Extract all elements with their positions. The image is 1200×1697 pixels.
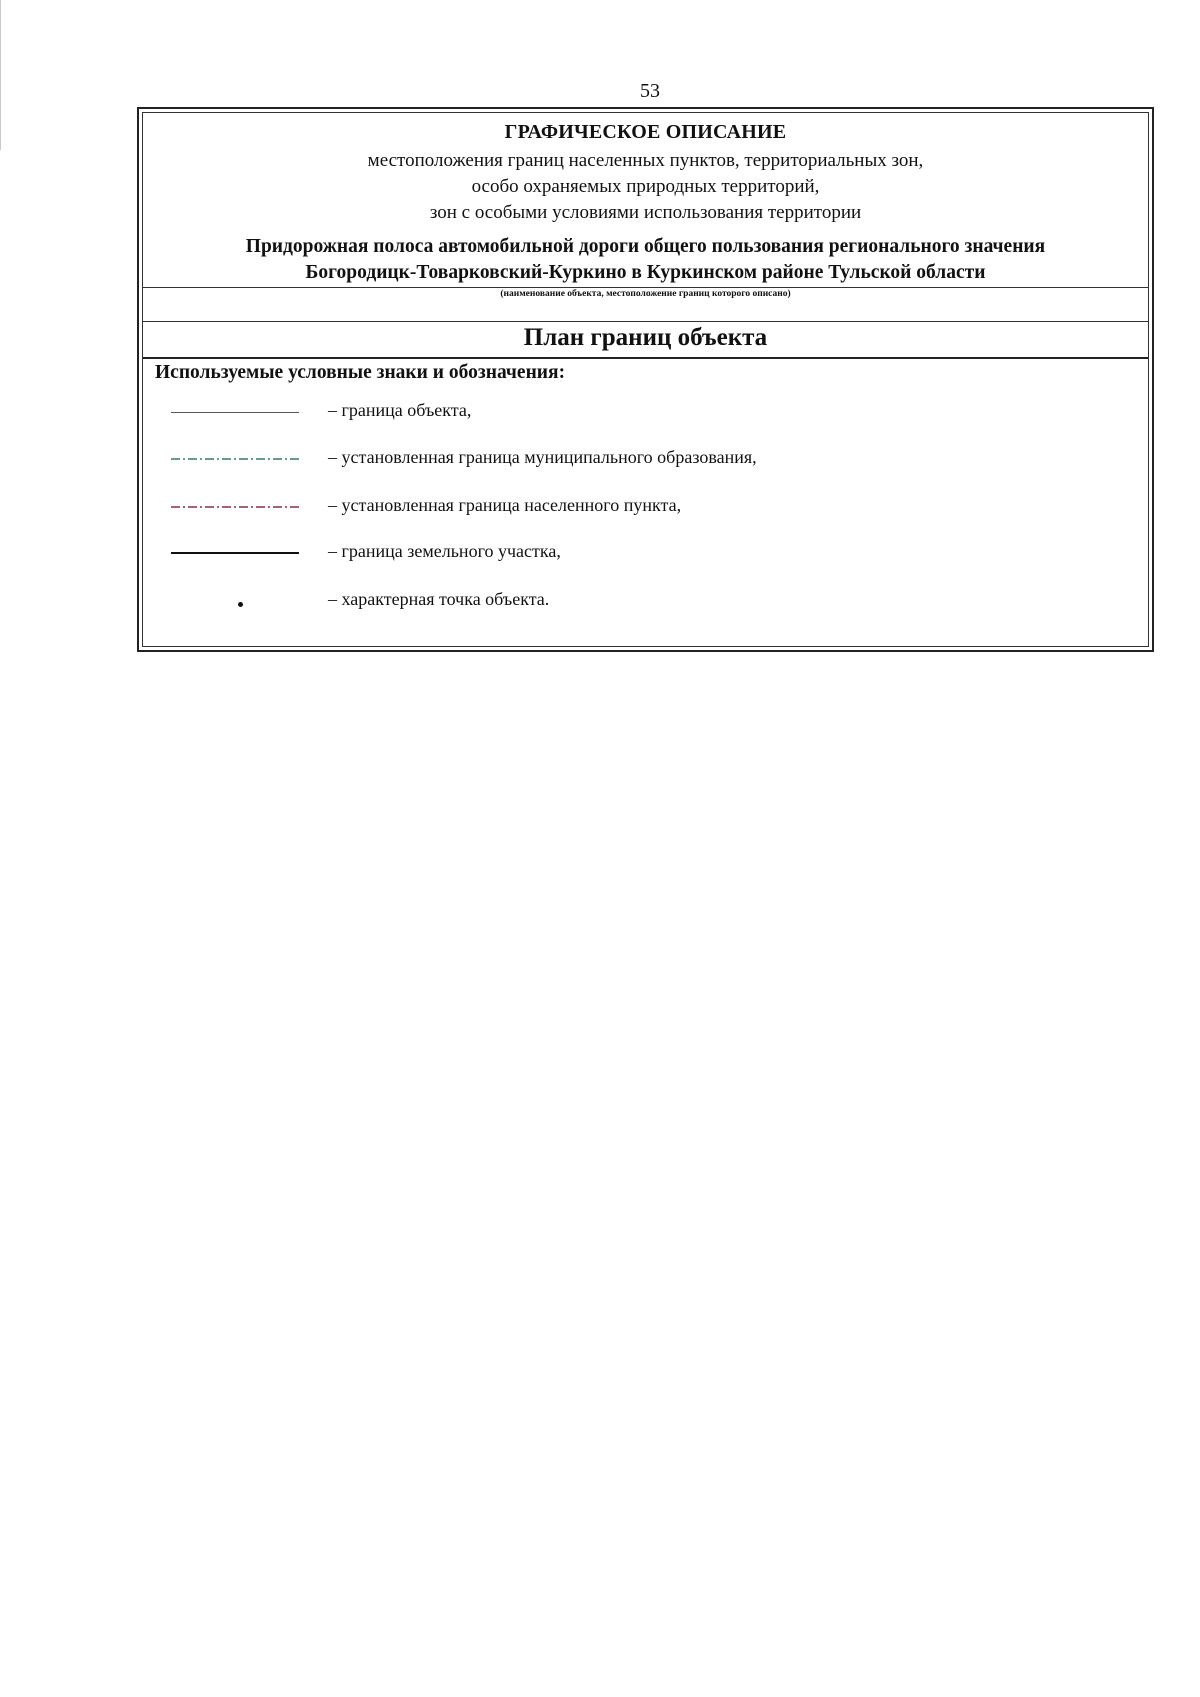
subtitle-line: особо охраняемых природных территорий,: [471, 176, 820, 197]
scan-edge-artifact: [0, 0, 4, 150]
legend-item-municipal-boundary: [143, 445, 1043, 475]
dash-dot-line-symbol: [171, 458, 299, 460]
divider: [143, 287, 1148, 288]
document-frame: [137, 107, 1154, 652]
legend-heading: Используемые условные знаки и обозначения:: [155, 362, 566, 383]
page-number: 53: [640, 80, 660, 102]
solid-line-symbol: [171, 412, 299, 413]
plan-title: План границ объекта: [523, 324, 768, 351]
dash-dot-line-symbol: [171, 506, 299, 508]
legend-label: – граница земельного участка,: [328, 541, 561, 561]
legend-item-land-plot-boundary: [143, 539, 1043, 569]
document-frame-inner: [142, 112, 1149, 647]
legend-label: – установленная граница населенного пункта,: [328, 495, 682, 515]
legend-item-settlement-boundary: [143, 493, 1043, 523]
divider: [143, 321, 1148, 322]
object-name-caption: (наименование объекта, местоположение границ которого описано): [500, 289, 791, 299]
document-title: ГРАФИЧЕСКОЕ ОПИСАНИЕ: [504, 121, 787, 143]
legend-item-characteristic-point: [143, 587, 1043, 617]
document-subtitle: [143, 148, 1148, 226]
header-block: [143, 113, 1148, 359]
object-name-line: Богородицк-Товарковский-Куркино в Куркинском районе Тульской области: [305, 262, 986, 283]
object-name: [143, 234, 1148, 286]
legend-label: – характерная точка объекта.: [328, 589, 550, 609]
point-symbol: [238, 602, 243, 607]
subtitle-line: местоположения границ населенных пунктов, территориальных зон,: [367, 150, 924, 171]
object-name-line: Придорожная полоса автомобильной дороги общего пользования регионального значения: [245, 236, 1046, 257]
thick-solid-line-symbol: [171, 552, 299, 554]
subtitle-line: зон с особыми условиями использования территории: [429, 202, 862, 223]
legend-label: – граница объекта,: [328, 400, 472, 420]
legend-label: – установленная граница муниципального образования,: [328, 447, 757, 467]
legend-item-object-boundary: [143, 398, 1043, 428]
